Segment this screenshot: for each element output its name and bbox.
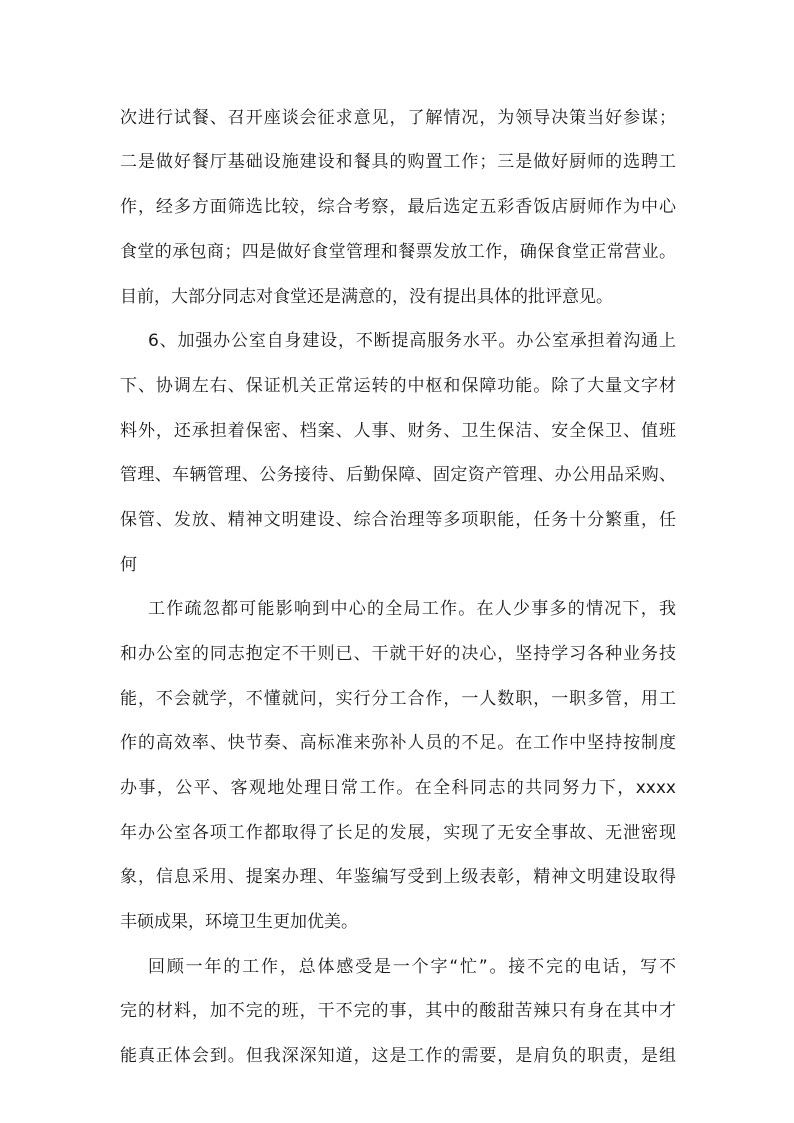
text-line: 办事，公平、客观地处理日常工作。在全科同志的共同努力下，xxxx: [120, 778, 676, 798]
text-line: 完的材料，加不完的班，干不完的事，其中的酸甜苦辣只有身在其中才: [120, 1001, 676, 1021]
text-line: 丰硕成果，环境卫生更加优美。: [120, 912, 358, 932]
text-line: 食堂的承包商；四是做好食堂管理和餐票发放工作，确保食堂正常营业。: [120, 242, 676, 262]
paragraph-start-line: 回顾一年的工作，总体感受是一个字“忙”。接不完的电话，写不: [148, 957, 676, 977]
text-line: 能，不会就学，不懂就问，实行分工合作，一人数职，一职多管，用工: [120, 689, 676, 709]
text-line: 年办公室各项工作都取得了长足的发展，实现了无安全事故、无泄密现: [120, 823, 676, 843]
paragraph-start-line: 6、加强办公室自身建设，不断提高服务水平。办公室承担着沟通上: [148, 331, 676, 351]
text-line: 何: [120, 555, 137, 575]
text-line: 料外，还承担着保密、档案、人事、财务、卫生保洁、安全保卫、值班: [120, 421, 676, 441]
text-line: 下、协调左右、保证机关正常运转的中枢和保障功能。除了大量文字材: [120, 376, 676, 396]
text-line: 目前，大部分同志对食堂还是满意的，没有提出具体的批评意见。: [120, 287, 613, 307]
text-line: 二是做好餐厅基础设施建设和餐具的购置工作；三是做好厨师的选聘工: [120, 152, 676, 172]
text-line: 次进行试餐、召开座谈会征求意见，了解情况，为领导决策当好参谋；: [120, 108, 676, 128]
text-line: 能真正体会到。但我深深知道，这是工作的需要，是肩负的职责，是组: [120, 1046, 676, 1066]
text-line: 保管、发放、精神文明建设、综合治理等多项职能，任务十分繁重，任: [120, 510, 676, 530]
text-line: 和办公室的同志抱定不干则已、干就干好的决心，坚持学习各种业务技: [120, 644, 676, 664]
text-line: 管理、车辆管理、公务接待、后勤保障、固定资产管理、办公用品采购、: [120, 465, 676, 485]
text-line: 作，经多方面筛选比较，综合考察，最后选定五彩香饭店厨师作为中心: [120, 197, 676, 217]
text-line: 象，信息采用、提案办理、年鉴编写受到上级表彰，精神文明建设取得: [120, 867, 676, 887]
paragraph-start-line: 工作疏忽都可能影响到中心的全局工作。在人少事多的情况下，我: [148, 599, 676, 619]
text-line: 作的高效率、快节奏、高标准来弥补人员的不足。在工作中坚持按制度: [120, 733, 676, 753]
